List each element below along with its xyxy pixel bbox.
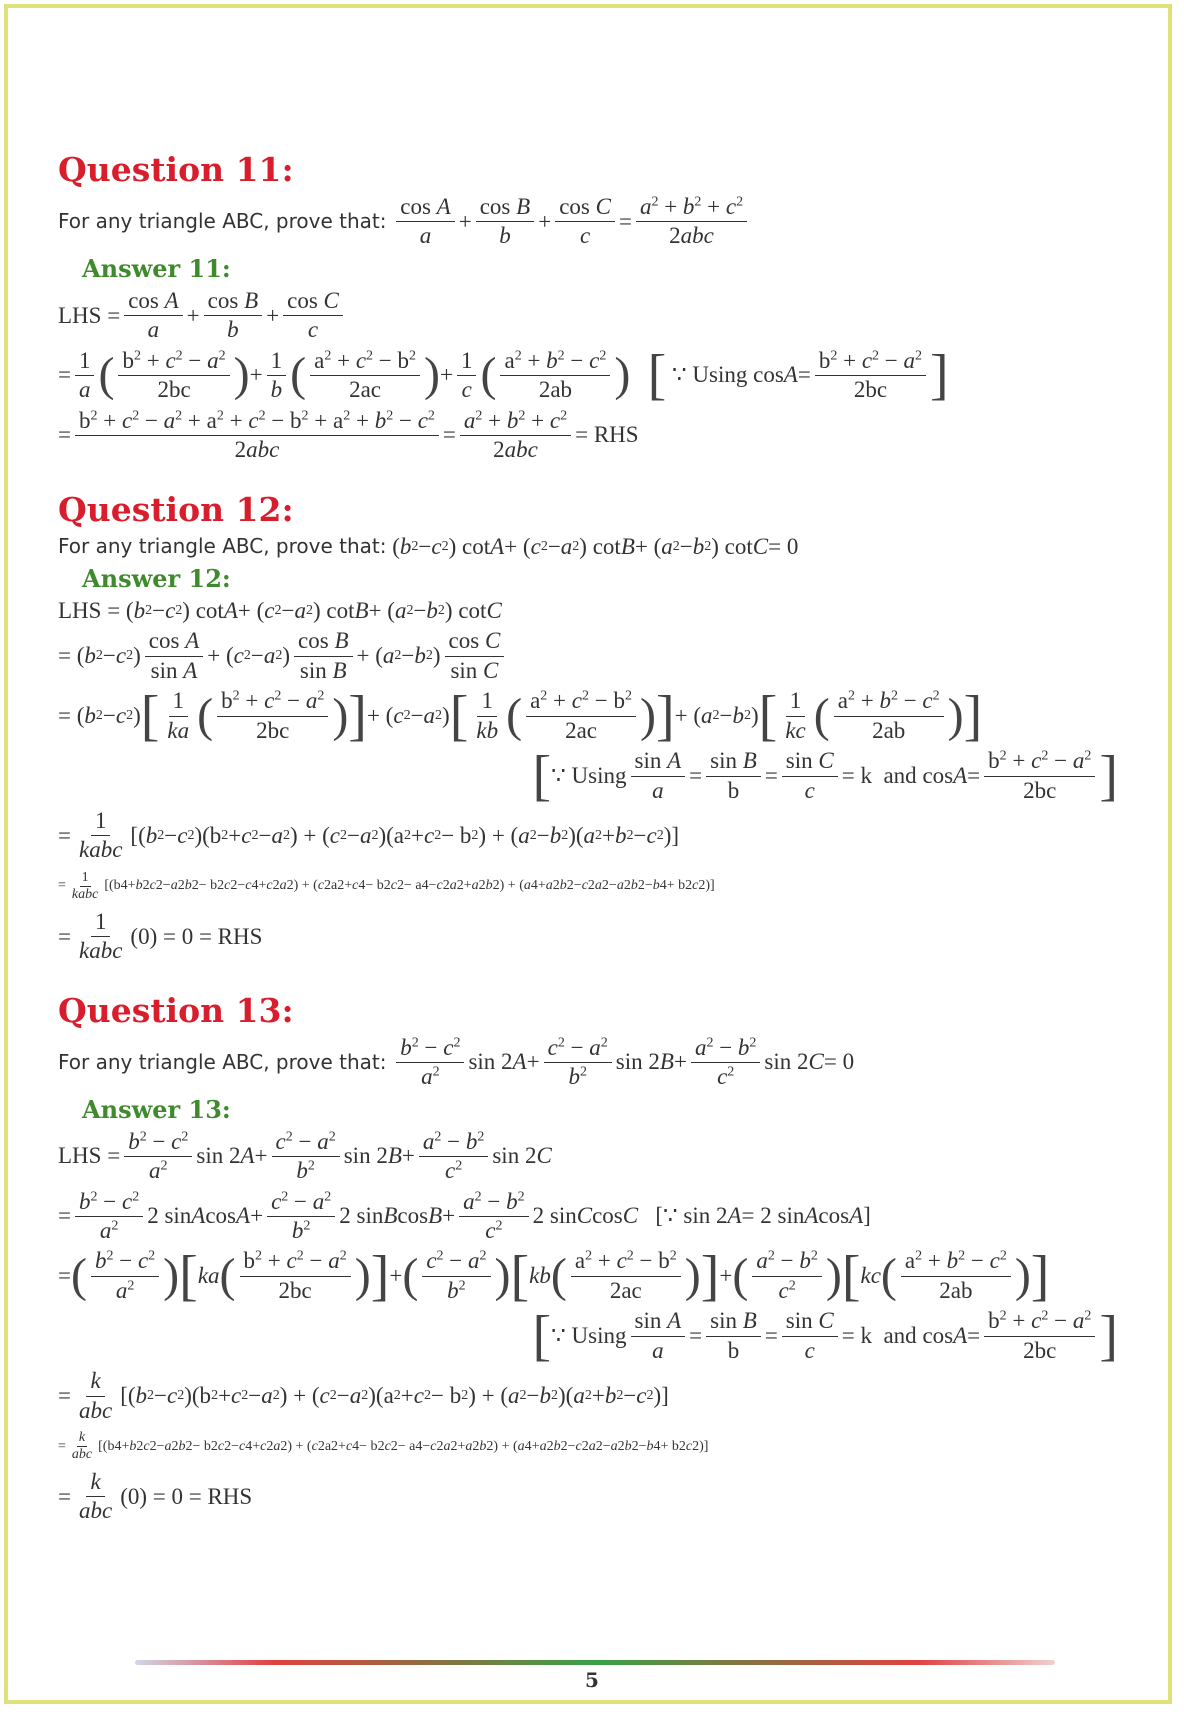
answer-13-step-3: = ( $\frac{b^2 - c^2}{a^2}$ ) [ ka ( $\frac{b^2 + c^2 - a^2}{2bc}$ ) ] + ( $\frac{c^2 - a^2}{b^2}$ ) [ kb ( $\frac{a^2 + c^2 - b^2}{2ac}$ ) ] + ( $\frac{a^2 - b^2}{c^2}$ ) [ kc ( $\frac{a^2 + b^2 - c^2}{2ab}$ ) ] xyxy=(58,1244,1050,1307)
answer-12-step-2: = ( b 2 − c 2 ) $\frac{\text{cos A}}{\text{sin A}}$ + ( c 2 − a 2 ) $\frac{\text{cos B}}{\text{sin B}}$ + ( a 2 − b 2 ) $\frac{\text{cos C}}{\text{sin C}}$ xyxy=(58,628,1128,684)
answer-12-step-1: LHS = ( b 2 − c 2 ) cot A + ( c 2 − a 2 ) cot B + ( a 2 − b 2 ) cot C xyxy=(58,597,502,623)
answer-12-step-6: = $\frac{1}{\text{kabc}}$ (0) = 0 = RHS xyxy=(58,908,263,964)
answer-11-step-2: = $\frac{1}{a}$ ( $\frac{b^2 + c^2 - a^2}{2bc}$ ) + $\frac{1}{b}$ ( $\frac{a^2 + c^2 - b^2}{2ac}$ ) + $\frac{1}{c}$ ( $\frac{a^2 + b^2 - c^2}{2ab}$ ) [ ∵ Using cos A = $\frac{b^2 + c^2 - a^2}{2bc}$ ] xyxy=(58,344,949,407)
answer-13-title: Answer 13: xyxy=(82,1094,231,1124)
answer-13-step-1: LHS = $\frac{b^2 - c^2}{a^2}$ sin 2 A + $\frac{c^2 - a^2}{b^2}$ sin 2 B + $\frac{a^2 - b^2}{c^2}$ sin 2 C xyxy=(58,1128,552,1184)
question-11-statement: For any triangle ABC, prove that: $\frac{\text{cos A}}{a}$ + $\frac{\text{cos B}}{b}$ + $\frac{\text{cos C}}{c}$ = $\frac{a^2 + b^2 + c^2}{\text{2abc}}$ xyxy=(58,194,1128,250)
answer-12-note: [ ∵ Using $\frac{\text{sin A}}{a}$ = $\frac{\text{sin B}}{b}$ = $\frac{\text{sin C}}{c}$ = k and cos A = $\frac{b^2 + c^2 - a^2}{2bc}$ ] xyxy=(532,744,1118,807)
footer-divider xyxy=(135,1660,1055,1665)
page-number: 5 xyxy=(585,1668,599,1692)
answer-13-note: [ ∵ Using $\frac{\text{sin A}}{a}$ = $\frac{\text{sin B}}{b}$ = $\frac{\text{sin C}}{c}$ = k and cos A = $\frac{b^2 + c^2 - a^2}{2bc}$ ] xyxy=(532,1304,1118,1367)
page-content xyxy=(58,150,1128,1529)
answer-12-title: Answer 12: xyxy=(82,563,231,593)
answer-13-step-6: = $\frac{k}{\text{abc}}$ (0) = 0 = RHS xyxy=(58,1469,253,1524)
answer-12-step-3: = ( b 2 − c 2 ) [ $\frac{1}{ka}$ ( $\frac{b^2 + c^2 - a^2}{2bc}$ ) ] + ( c 2 − a 2 ) [ $\frac{1}{kb}$ ( $\frac{a^2 + c^2 - b^2}{2ac}$ ) ] + ( a 2 − b 2 ) [ $\frac{1}{kc}$ ( $\frac{a^2 + b^2 - c^2}{2ab}$ ) ] xyxy=(58,684,983,747)
answer-13-step-4: = $\frac{k}{\text{abc}}$ [( b 2 − c 2 )(b 2 + c 2 − a 2 ) + ( c 2 − a 2 )(a 2 + c 2 − b 2 ) + ( a 2 − b 2 )( a 2 + b 2 − c 2 )] xyxy=(58,1368,669,1423)
question-13-title: Question 13: xyxy=(58,990,294,1030)
answer-12-step-4: = $\frac{1}{\text{kabc}}$ [( b 2 − c 2 )(b 2 + c 2 − a 2 ) + ( c 2 − a 2 )(a 2 + c 2 − b 2 ) + ( a 2 − b 2 )( a 2 + b 2 − c 2 )] xyxy=(58,808,680,863)
answer-11-step-3: = $\frac{b^2 + c^2 - a^2 + a^2 + c^2 - b^2 + a^2 + b^2 - c^2}{\text{2abc}}$ = $\frac{a^2 + b^2 + c^2}{\text{2abc}}$ = RHS xyxy=(58,407,639,463)
question-13-statement: For any triangle ABC, prove that: $\frac{b^2 - c^2}{a^2}$ sin 2 A + $\frac{c^2 - a^2}{b^2}$ sin 2 B + $\frac{a^2 - b^2}{c^2}$ sin 2 C = 0 xyxy=(58,1034,855,1090)
answer-13-step-2: = $\frac{b^2 - c^2}{a^2}$ 2 sin A cos A + $\frac{c^2 - a^2}{b^2}$ 2 sin B cos B + $\frac{a^2 - b^2}{c^2}$ 2 sin C cos C [∵ sin 2 A = 2 sin A cos A ] xyxy=(58,1188,871,1243)
question-12-title: Question 12: xyxy=(58,489,294,529)
answer-11-step-1: LHS = $\frac{\text{cos A}}{a}$ + $\frac{\text{cos B}}{b}$ + $\frac{\text{cos C}}{c}$ xyxy=(58,288,1128,344)
answer-12-step-5: = $\frac{1}{\text{kabc}}$ [(b 4 + b 2 c 2 − a 2 b 2 − b 2 c 2 − c 4 + c 2 a 2 ) + ( c 2 a 2 + c 4 − b 2 c 2 − a 4 − c 2 a 2 + a 2 b 2 ) + ( a 4 + a 2 b 2 − c 2 a 2 − a 2 b 2 − b 4 + b 2 c 2 )] xyxy=(58,869,715,902)
answer-11-title: Answer 11: xyxy=(82,253,231,283)
question-12-statement: For any triangle ABC, prove that: ( b 2 − c 2 ) cot A + ( c 2 − a 2 ) cot B + ( a 2 − b 2 ) cot C = 0 xyxy=(58,533,799,559)
answer-13-step-5: = $\frac{k}{\text{abc}}$ [(b 4 + b 2 c 2 − a 2 b 2 − b 2 c 2 − c 4 + c 2 a 2 ) + ( c 2 a 2 + c 4 − b 2 c 2 − a 4 − c 2 a 2 + a 2 b 2 ) + ( a 4 + a 2 b 2 − c 2 a 2 − a 2 b 2 − b 4 + b 2 c 2 )] xyxy=(58,1430,709,1462)
question-11-title: Question 11: xyxy=(58,150,294,189)
